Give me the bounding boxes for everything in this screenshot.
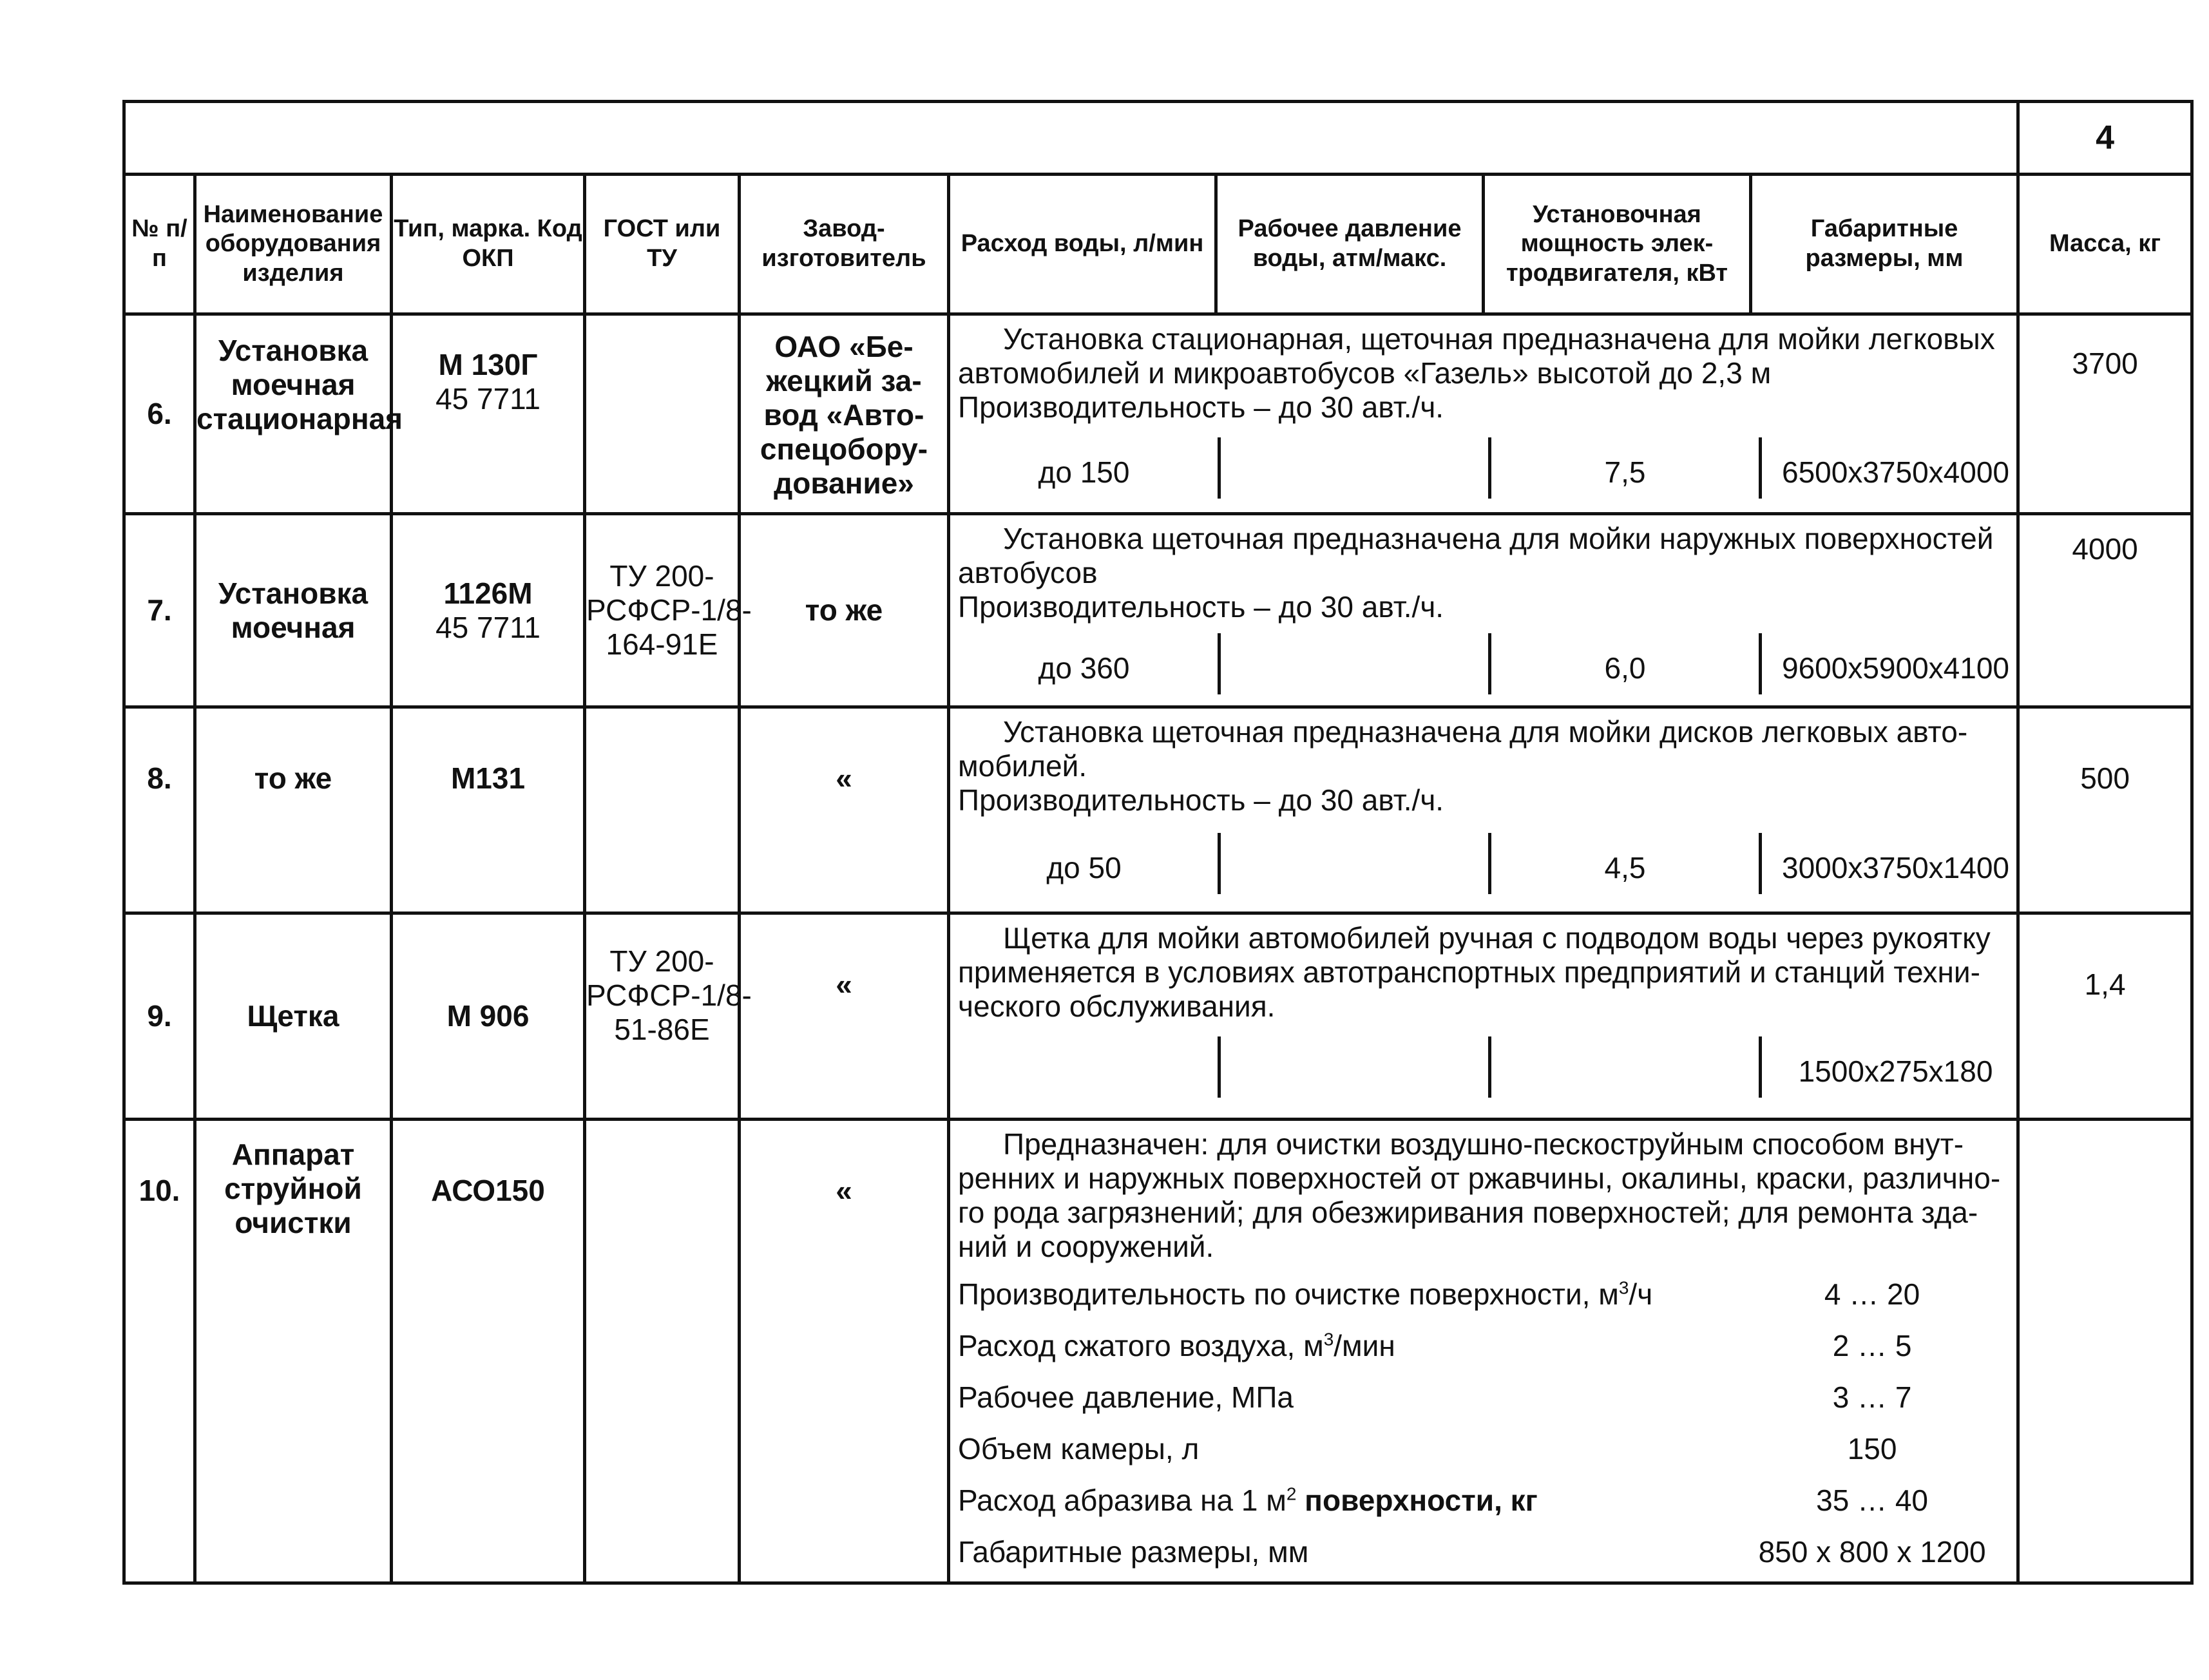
row-number: 9. [124, 913, 195, 1120]
water-pressure [1218, 633, 1488, 694]
description-line: применяется в условиях автотранспортных предприятий и станций техни- [958, 955, 1980, 989]
spec-label: Производительность по очистке поверхности, $м^3/ч$ [958, 1277, 1653, 1312]
spec-value: 35 … 40 [1816, 1484, 1929, 1518]
equipment-model [392, 314, 585, 514]
description-line: Производительность – до 30 авт./ч. [958, 783, 1444, 817]
water-pressure [1218, 437, 1488, 499]
manufacturer: « [740, 913, 949, 1120]
header-gost: ГОСТ или ТУ [585, 175, 740, 314]
gost-cell: ТУ 200-РСФСР-1/8-51-86Е [585, 913, 740, 1120]
model-code: М 130Г [438, 348, 538, 381]
description-line: Щетка для мойки автомобилей ручная с подводом воды через рукоятку [1003, 921, 1991, 955]
description-cell [949, 913, 2018, 1120]
description [950, 316, 2016, 425]
water-pressure [1218, 833, 1488, 894]
motor-power: 7,5 [1488, 437, 1759, 499]
water-pressure [1218, 1036, 1488, 1098]
spec-row [958, 1321, 2007, 1372]
model-code: М131 [450, 761, 526, 795]
dimensions: 3000х3750х1400 [1759, 833, 2029, 894]
motor-power: 6,0 [1488, 633, 1759, 694]
model-code: АСО150 [431, 1174, 545, 1207]
table-row [124, 514, 2192, 707]
mass: 1,4 [2018, 913, 2192, 1120]
gost-cell [585, 1120, 740, 1583]
description-cell [949, 514, 2018, 707]
equipment-name: Установка моечная стационарная [195, 314, 392, 514]
page-number: 4 [2018, 102, 2192, 175]
table-row [124, 707, 2192, 913]
spec-value: 850 х 800 х 1200 [1758, 1535, 1986, 1569]
spec-row [958, 1372, 2007, 1424]
dimensions: 1500х275х180 [1759, 1036, 2029, 1098]
description-line: ренних и наружных поверхностей от ржавчины, окалины, краски, различно- [958, 1161, 2001, 1195]
spec-value: 150 [1847, 1432, 1897, 1466]
water-consumption [950, 1036, 1218, 1098]
manufacturer: ОАО «Бе-жецкий за-вод «Авто-спецобору-дование» [740, 314, 949, 514]
row-number: 8. [124, 707, 195, 913]
water-consumption: до 360 [1038, 651, 1130, 685]
table-row [124, 1120, 2192, 1583]
manufacturer: « [740, 1120, 949, 1583]
model-code: М 906 [446, 999, 530, 1033]
spec-label: Габаритные размеры, мм [958, 1535, 1309, 1569]
okp-code: 45 7711 [435, 381, 540, 415]
specifications [950, 1264, 2016, 1578]
page-number-row [124, 102, 2192, 175]
header-mass: Масса, кг [2018, 175, 2192, 314]
equipment-table-wrapper [122, 100, 2184, 1585]
description-line: мобилей. [958, 749, 1087, 783]
table-row [124, 913, 2192, 1120]
row-number: 10. [124, 1120, 195, 1583]
description-line: ний и сооружений. [958, 1229, 1214, 1263]
header-type: Тип, марка. Код ОКП [392, 175, 585, 314]
description [950, 1121, 2016, 1264]
page-header-blank [124, 102, 2018, 175]
equipment-table [122, 100, 2194, 1585]
table-row [124, 314, 2192, 514]
spec-row [958, 1527, 2007, 1578]
dimensions: 9600х5900х4100 [1759, 633, 2029, 694]
parameters-subrow [950, 833, 2016, 894]
description-line: Установка стационарная, щеточная предназначена для мойки легковых [1003, 322, 1995, 356]
equipment-model [392, 913, 585, 1120]
spec-row [958, 1269, 2007, 1321]
description [950, 709, 2016, 817]
water-consumption: до 150 [1038, 455, 1130, 489]
description-line: Установка щеточная предназначена для мойки дисков легковых авто- [1003, 715, 1968, 749]
parameters-subrow [950, 633, 2016, 694]
equipment-model [392, 514, 585, 707]
equipment-name: то же [195, 707, 392, 913]
description-line: ческого обслуживания. [958, 989, 1276, 1023]
equipment-name: Установка моечная [195, 514, 392, 707]
equipment-name: Аппарат струйной очистки [195, 1120, 392, 1583]
description-line: автомобилей и микроавтобусов «Газель» высотой до 2,3 м [958, 356, 1772, 390]
spec-row [958, 1475, 2007, 1527]
header-num: № п/п [124, 175, 195, 314]
gost-cell [585, 707, 740, 913]
motor-power [1488, 1036, 1759, 1098]
description-line: Производительность – до 30 авт./ч. [958, 390, 1444, 424]
mass: 4000 [2018, 514, 2192, 707]
description-line: го рода загрязнений; для обезжиривания поверхностей; для ремонта зда- [958, 1195, 1978, 1229]
manufacturer: « [740, 707, 949, 913]
dimensions: 6500х3750х4000 [1759, 437, 2029, 499]
header-name: Наименование оборудования изделия [195, 175, 392, 314]
header-pressure: Рабочее давление воды, атм/макс. [1216, 175, 1484, 314]
spec-label: Объем камеры, л [958, 1432, 1200, 1466]
description-line: Предназначен: для очистки воздушно-пескоструйным способом внут- [1003, 1127, 1964, 1161]
header-power: Установочная мощность элек-тродвигателя, кВт [1484, 175, 1751, 314]
spec-row [958, 1424, 2007, 1475]
equipment-model [392, 707, 585, 913]
row-number: 6. [124, 314, 195, 514]
description-line: автобусов [958, 555, 1098, 589]
header-water: Расход воды, л/мин [949, 175, 1216, 314]
spec-value: 4 … 20 [1824, 1277, 1920, 1312]
spec-label: Расход сжатого воздуха, $м^3$/мин [958, 1329, 1395, 1363]
model-code: 1126М [443, 576, 533, 610]
spec-label: Расход абразива на 1 $м^2$ поверхности, кг [958, 1484, 1538, 1518]
parameters-subrow [950, 437, 2016, 499]
description-cell [949, 314, 2018, 514]
description [950, 515, 2016, 624]
mass [2018, 1120, 2192, 1583]
description-cell [949, 1120, 2018, 1583]
spec-value: 3 … 7 [1832, 1380, 1912, 1415]
spec-value: 2 … 5 [1832, 1329, 1912, 1363]
manufacturer: то же [740, 514, 949, 707]
gost-cell [585, 314, 740, 514]
description-line: Установка щеточная предназначена для мойки наружных поверхностей [1003, 522, 1994, 555]
equipment-model [392, 1120, 585, 1583]
equipment-name: Щетка [195, 913, 392, 1120]
okp-code: 45 7711 [435, 610, 540, 644]
header-row [124, 175, 2192, 314]
water-consumption: до 50 [1046, 850, 1122, 884]
mass: 3700 [2018, 314, 2192, 514]
mass: 500 [2018, 707, 2192, 913]
parameters-subrow [950, 1036, 2016, 1098]
row-number: 7. [124, 514, 195, 707]
description-cell [949, 707, 2018, 913]
header-maker: Завод-изготовитель [740, 175, 949, 314]
description [950, 915, 2016, 1024]
header-dims: Габаритные размеры, мм [1751, 175, 2018, 314]
gost-cell: ТУ 200-РСФСР-1/8-164-91Е [585, 514, 740, 707]
spec-label: Рабочее давление, МПа [958, 1380, 1294, 1415]
motor-power: 4,5 [1488, 833, 1759, 894]
description-line: Производительность – до 30 авт./ч. [958, 589, 1444, 624]
